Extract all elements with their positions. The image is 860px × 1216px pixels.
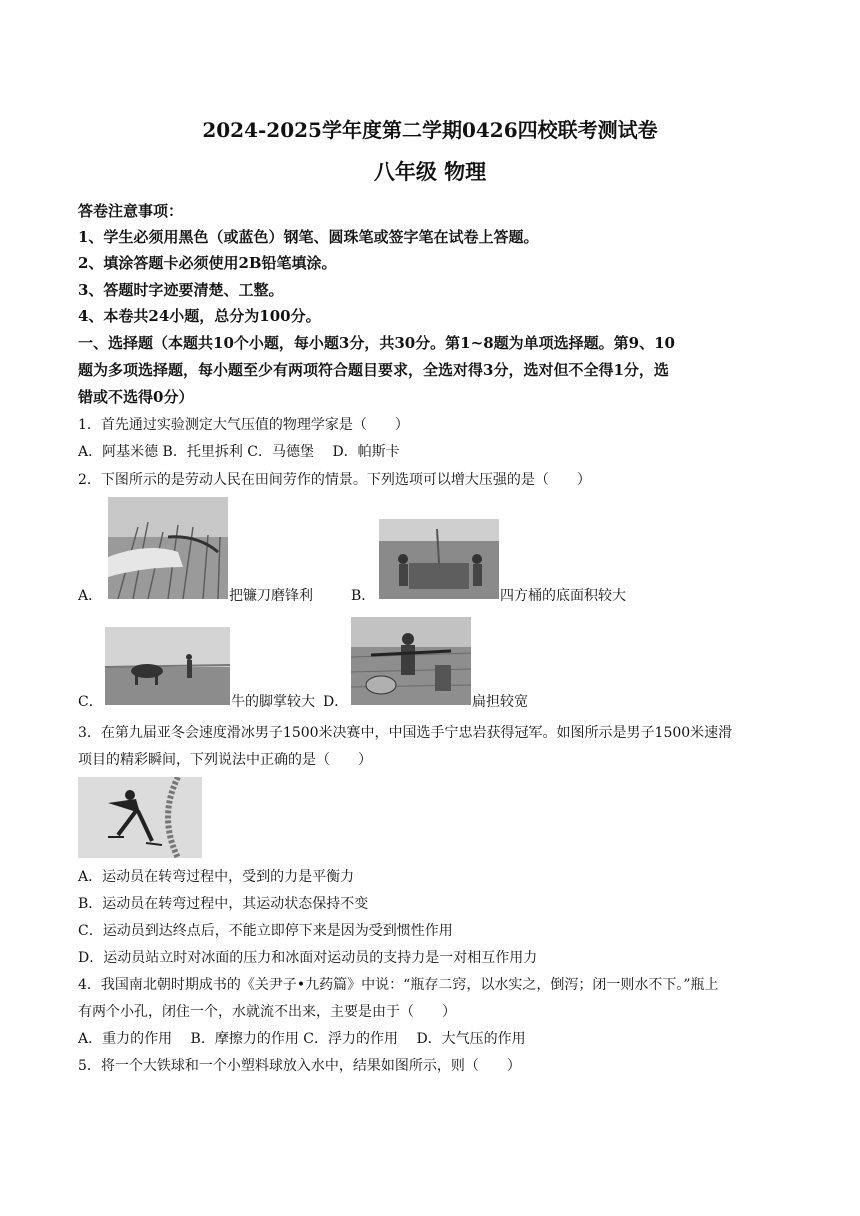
q3-stem-cont: 项目的精彩瞬间，下列说法中正确的是（ ） bbox=[78, 752, 372, 768]
ox-plowing-photo bbox=[105, 627, 230, 705]
q1-options: A．阿基米德 B．托里拆利 C．马德堡 D．帕斯卡 bbox=[78, 444, 400, 460]
q4-options: A．重力的作用 B．摩擦力的作用 C．浮力的作用 D．大气压的作用 bbox=[78, 1031, 526, 1047]
q3-stem: 3．在第九届亚冬会速度滑冰男子1500米决赛中，中国选手宁忠岩获得冠军。如图所示是男子1500米速滑 bbox=[78, 725, 733, 741]
q2-option-a-letter: A． bbox=[78, 588, 103, 604]
note-item: 2、填涂答题卡必须使用2B铅笔填涂。 bbox=[78, 254, 337, 272]
q2-option-b-letter: B． bbox=[351, 588, 376, 604]
q2-option-d-text: 扁担较宽 bbox=[472, 694, 528, 710]
q5-stem: 5．将一个大铁球和一个小塑料球放入水中，结果如图所示，则（ ） bbox=[78, 1058, 521, 1074]
q2-option-b-text: 四方桶的底面积较大 bbox=[500, 588, 626, 604]
q2-option-d-letter: D． bbox=[323, 694, 349, 710]
q3-option-a: A．运动员在转弯过程中，受到的力是平衡力 bbox=[78, 869, 355, 885]
q4-stem: 4．我国南北朝时期成书的《关尹子•九药篇》中说：“瓶存二窍，以水实之，倒泻；闭一则水不下。”瓶上 bbox=[78, 977, 719, 993]
q3-option-d: D．运动员站立时对冰面的压力和冰面对运动员的支持力是一对相互作用力 bbox=[78, 950, 538, 966]
exam-title: 2024-2025学年度第二学期0426四校联考测试卷 bbox=[202, 118, 658, 142]
shoulder-pole-photo bbox=[351, 617, 471, 705]
q2-option-c-text: 牛的脚掌较大 bbox=[231, 694, 315, 710]
note-item: 4、本卷共24小题，总分为100分。 bbox=[78, 307, 321, 325]
exam-subtitle: 八年级 物理 bbox=[373, 159, 487, 184]
q4-stem-cont: 有两个小孔，闭住一个，水就流不出来，主要是由于（ ） bbox=[78, 1004, 456, 1020]
section-heading-cont: 题为多项选择题，每小题至少有两项符合题目要求，全选对得3分，选对但不全得1分，选 bbox=[78, 361, 669, 379]
section-heading-cont: 错或不选得0分） bbox=[78, 388, 194, 406]
speed-skater-photo bbox=[78, 777, 202, 858]
notes-heading: 答卷注意事项： bbox=[78, 202, 184, 220]
threshing-tub-photo bbox=[379, 519, 499, 599]
q3-option-c: C．运动员到达终点后，不能立即停下来是因为受到惯性作用 bbox=[78, 923, 453, 939]
q3-option-b: B．运动员在转弯过程中，其运动状态保持不变 bbox=[78, 896, 369, 912]
q2-option-c-letter: C． bbox=[78, 694, 103, 710]
q1-stem: 1．首先通过实验测定大气压值的物理学家是（ ） bbox=[78, 417, 409, 433]
note-item: 1、学生必须用黑色（或蓝色）钢笔、圆珠笔或签字笔在试卷上答题。 bbox=[78, 228, 539, 246]
note-item: 3、答题时字迹要清楚、工整。 bbox=[78, 281, 284, 299]
section-heading: 一、选择题（本题共10个小题，每小题3分，共30分。第1~8题为单项选择题。第9、10 bbox=[78, 334, 675, 352]
q2-option-a-text: 把镰刀磨锋利 bbox=[229, 588, 313, 604]
q2-stem: 2．下图所示的是劳动人民在田间劳作的情景。下列选项可以增大压强的是（ ） bbox=[78, 472, 591, 488]
sickle-harvest-photo bbox=[108, 497, 228, 599]
